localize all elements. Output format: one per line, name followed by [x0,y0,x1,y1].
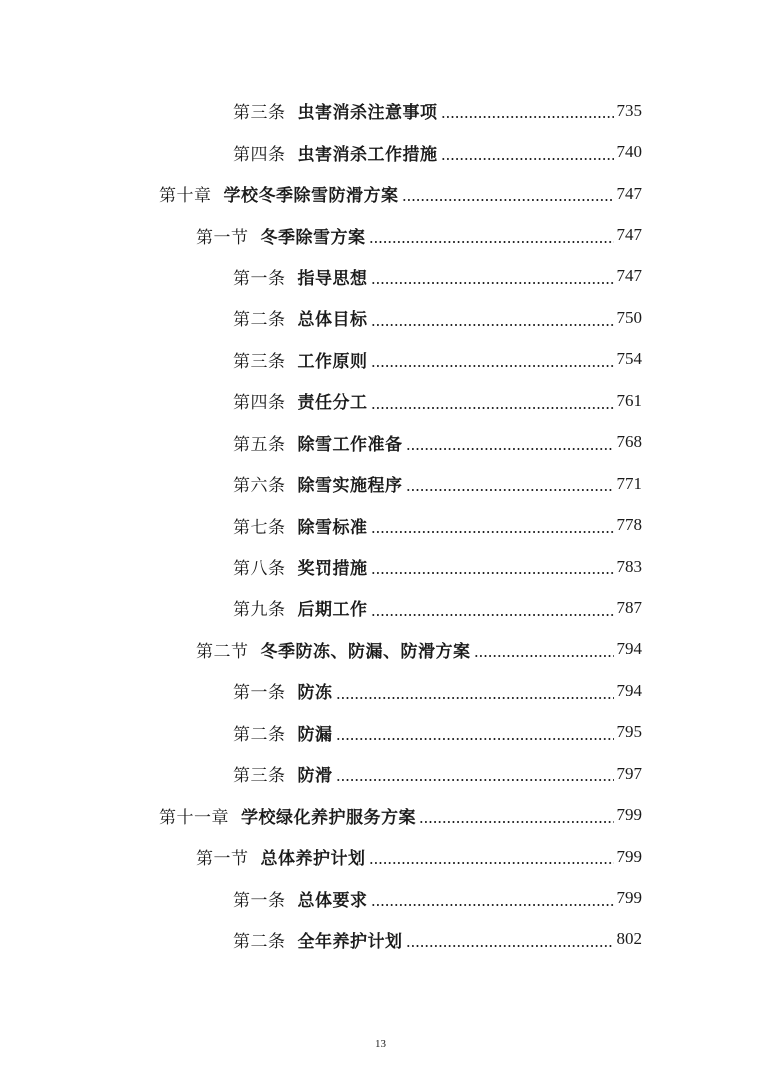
toc-entry-title: 工作原则 [297,351,368,372]
toc-entry-number: 第二节 [196,641,249,662]
toc-entry-page: 802 [616,929,642,949]
toc-entry[interactable] [0,422,761,463]
toc-entry-number: 第一条 [233,268,286,289]
toc-entry-page: 799 [616,805,642,825]
toc-entry-title: 指导思想 [297,268,368,289]
toc-entry[interactable] [0,836,761,877]
toc-entry-page: 787 [616,597,642,617]
toc-entry-number: 第九条 [233,600,286,621]
dot-leader [419,807,614,824]
toc-entry-number: 第十章 [159,186,212,207]
toc-entry-page: 795 [616,722,642,742]
toc-entry-title: 全年养护计划 [297,931,403,952]
toc-entry-page: 747 [616,183,642,203]
toc-entry-title: 防冻 [297,683,333,704]
toc-entry-page: 799 [616,846,642,866]
dot-leader [371,517,614,534]
toc-entry-title: 责任分工 [297,393,368,414]
toc-entry[interactable] [0,173,761,214]
dot-leader [406,475,614,492]
toc-entry-page: 778 [616,515,642,535]
toc-entry-page: 754 [616,349,642,369]
toc-entry-number: 第二条 [233,310,286,331]
toc-entry-title: 防滑 [297,766,333,787]
toc-entry-page: 799 [616,888,642,908]
dot-leader [371,268,614,285]
page-number: 13 [375,1038,386,1050]
dot-leader [371,600,614,617]
dot-leader [406,931,614,948]
toc-entry-title: 虫害消杀工作措施 [297,144,438,165]
toc-entry-title: 除雪工作准备 [297,434,403,455]
toc-entry[interactable] [0,546,761,587]
toc-entry-title: 除雪标准 [297,517,368,538]
toc-entry-number: 第三条 [233,351,286,372]
toc-entry[interactable] [0,380,761,421]
toc-entry-title: 后期工作 [297,600,368,621]
toc-entry-number: 第五条 [233,434,286,455]
toc-entry-title: 总体养护计划 [260,849,366,870]
dot-leader [406,434,614,451]
toc-entry[interactable] [0,214,761,255]
toc-entry[interactable] [0,629,761,670]
toc-entry-page: 750 [616,307,642,327]
toc-entry-number: 第四条 [233,393,286,414]
toc-entry[interactable] [0,131,761,172]
toc-entry-title: 总体要求 [297,890,368,911]
toc-entry-number: 第二条 [233,724,286,745]
dot-leader [369,848,614,865]
dot-leader [474,641,614,658]
dot-leader [371,393,614,410]
toc-entry-number: 第三条 [233,103,286,124]
toc-entry-page: 768 [616,432,642,452]
toc-entry[interactable] [0,463,761,504]
toc-entry-number: 第八条 [233,559,286,580]
table-of-contents [0,90,761,960]
toc-entry-title: 冬季除雪方案 [260,227,366,248]
dot-leader [336,724,614,741]
toc-entry-number: 第一条 [233,683,286,704]
toc-entry-title: 除雪实施程序 [297,476,403,497]
toc-entry-page: 771 [616,473,642,493]
toc-entry-number: 第十一章 [159,807,229,828]
toc-entry-page: 740 [616,142,642,162]
toc-entry-page: 794 [616,680,642,700]
toc-entry-number: 第一节 [196,849,249,870]
toc-entry-title: 学校冬季除雪防滑方案 [223,186,399,207]
toc-entry-number: 第四条 [233,144,286,165]
dot-leader [371,558,614,575]
toc-entry[interactable] [0,794,761,835]
toc-entry[interactable] [0,712,761,753]
toc-entry-number: 第六条 [233,476,286,497]
toc-entry-number: 第一节 [196,227,249,248]
toc-entry-number: 第一条 [233,890,286,911]
toc-entry-number: 第三条 [233,766,286,787]
toc-entry[interactable] [0,753,761,794]
toc-entry-number: 第二条 [233,931,286,952]
toc-entry-title: 学校绿化养护服务方案 [241,807,416,828]
dot-leader [371,890,614,907]
toc-entry-page: 783 [616,556,642,576]
toc-entry[interactable] [0,670,761,711]
toc-entry-page: 735 [616,100,642,120]
toc-entry-page: 747 [616,266,642,286]
toc-entry-title: 奖罚措施 [297,559,368,580]
toc-entry[interactable] [0,339,761,380]
toc-entry[interactable] [0,877,761,918]
toc-entry[interactable] [0,504,761,545]
toc-entry-title: 冬季防冻、防漏、防滑方案 [260,641,471,662]
toc-entry-title: 总体目标 [297,310,368,331]
toc-entry-title: 防漏 [297,724,333,745]
toc-entry-title: 虫害消杀注意事项 [297,103,438,124]
toc-entry-page: 794 [616,639,642,659]
toc-entry-page: 747 [616,225,642,245]
toc-entry[interactable] [0,919,761,960]
dot-leader [441,102,614,119]
dot-leader [371,310,614,327]
dot-leader [441,144,614,161]
toc-entry[interactable] [0,256,761,297]
dot-leader [371,351,614,368]
toc-entry-page: 761 [616,390,642,410]
dot-leader [336,765,614,782]
dot-leader [402,185,614,202]
toc-entry-page: 797 [616,763,642,783]
dot-leader [336,683,614,700]
toc-entry[interactable] [0,90,761,131]
toc-entry[interactable] [0,587,761,628]
dot-leader [369,227,614,244]
toc-entry-number: 第七条 [233,517,286,538]
toc-entry[interactable] [0,297,761,338]
